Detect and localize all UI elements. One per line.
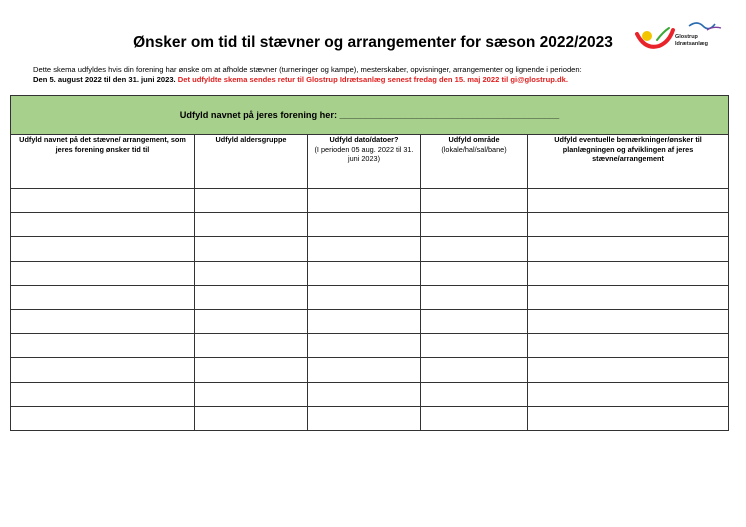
form-cell[interactable]: [195, 358, 308, 382]
form-cell[interactable]: [421, 189, 528, 213]
request-form-table: [10, 95, 729, 431]
table-row: [11, 358, 729, 382]
form-cell[interactable]: [308, 309, 421, 333]
form-cell[interactable]: [421, 358, 528, 382]
intro-line-1: Dette skema udfyldes hvis din forening har ønske om at afholde stævner (turneringer og kampe), mesterskaber, opvisninger, arrangementer og lignende i perioden:: [33, 65, 582, 74]
table-row: [11, 406, 729, 430]
form-cell[interactable]: [421, 285, 528, 309]
form-cell[interactable]: [308, 406, 421, 430]
form-cell[interactable]: [528, 285, 729, 309]
form-cell[interactable]: [11, 406, 195, 430]
form-cell[interactable]: [195, 261, 308, 285]
form-cell[interactable]: [11, 334, 195, 358]
form-cell[interactable]: [195, 334, 308, 358]
form-cell[interactable]: [308, 382, 421, 406]
table-row: [11, 189, 729, 213]
form-cell[interactable]: [528, 189, 729, 213]
form-cell[interactable]: [528, 406, 729, 430]
form-cell[interactable]: [528, 237, 729, 261]
glostrup-logo: [633, 20, 728, 54]
form-cell[interactable]: [195, 237, 308, 261]
table-row: [11, 382, 729, 406]
form-cell[interactable]: [195, 382, 308, 406]
form-cell[interactable]: [11, 285, 195, 309]
table-row: [11, 261, 729, 285]
form-cell[interactable]: [528, 213, 729, 237]
form-cell[interactable]: [421, 237, 528, 261]
column-header-event: Udfyld navnet på det stævne/ arrangement, som jeres forening ønsker tid til: [11, 135, 195, 189]
form-cell[interactable]: [11, 261, 195, 285]
column-header-row: [11, 135, 729, 189]
column-header-remarks: Udfyld eventuelle bemærkninger/ønsker til planlægningen og afviklingen af jeres stævne/arrangement: [528, 135, 729, 189]
form-cell[interactable]: [308, 189, 421, 213]
form-cell[interactable]: [308, 334, 421, 358]
form-cell[interactable]: [421, 406, 528, 430]
form-cell[interactable]: [11, 189, 195, 213]
club-name-field[interactable]: Udfyld navnet på jeres forening her: ___________________________________________: [11, 96, 729, 135]
form-cell[interactable]: [528, 382, 729, 406]
form-cell[interactable]: [195, 213, 308, 237]
column-header-dates: Udfyld dato/datoer? (I perioden 05 aug. 2022 til 31. juni 2023): [308, 135, 421, 189]
table-row: [11, 309, 729, 333]
form-cell[interactable]: [421, 213, 528, 237]
form-cell[interactable]: [11, 309, 195, 333]
club-name-row: [11, 96, 729, 135]
form-cell[interactable]: [195, 285, 308, 309]
form-cell[interactable]: [308, 358, 421, 382]
form-cell[interactable]: [11, 382, 195, 406]
form-cell[interactable]: [195, 189, 308, 213]
intro-line-2: [33, 75, 733, 85]
table-row: [11, 285, 729, 309]
form-cell[interactable]: [195, 406, 308, 430]
form-cell[interactable]: [308, 261, 421, 285]
form-cell[interactable]: [11, 237, 195, 261]
column-header-area: Udfyld område (lokale/hal/sal/bane): [421, 135, 528, 189]
form-cell[interactable]: [528, 261, 729, 285]
form-cell[interactable]: [308, 285, 421, 309]
form-cell[interactable]: [528, 309, 729, 333]
form-cell[interactable]: [11, 358, 195, 382]
intro-period: Den 5. august 2022 til den 31. juni 2023.: [33, 75, 176, 84]
logo-line-2: Idrætsanlæg: [675, 40, 709, 47]
table-row: [11, 237, 729, 261]
form-cell[interactable]: [528, 358, 729, 382]
form-cell[interactable]: [195, 309, 308, 333]
column-header-age-group: Udfyld aldersgruppe: [195, 135, 308, 189]
form-rows: [11, 189, 729, 431]
form-cell[interactable]: [421, 309, 528, 333]
page-title: Ønsker om tid til stævner og arrangementer for sæson 2022/2023: [133, 34, 613, 51]
form-cell[interactable]: [11, 213, 195, 237]
form-cell[interactable]: [528, 334, 729, 358]
table-row: [11, 334, 729, 358]
form-cell[interactable]: [308, 213, 421, 237]
form-cell[interactable]: [421, 334, 528, 358]
form-cell[interactable]: [421, 261, 528, 285]
form-cell[interactable]: [421, 382, 528, 406]
intro-text: [33, 65, 733, 85]
form-cell[interactable]: [308, 237, 421, 261]
logo-line-1: Glostrup: [675, 34, 698, 40]
intro-deadline: Det udfyldte skema sendes retur til Glostrup Idrætsanlæg senest fredag den 15. maj 2022 til gi@glostrup.dk.: [177, 75, 568, 84]
table-row: [11, 213, 729, 237]
